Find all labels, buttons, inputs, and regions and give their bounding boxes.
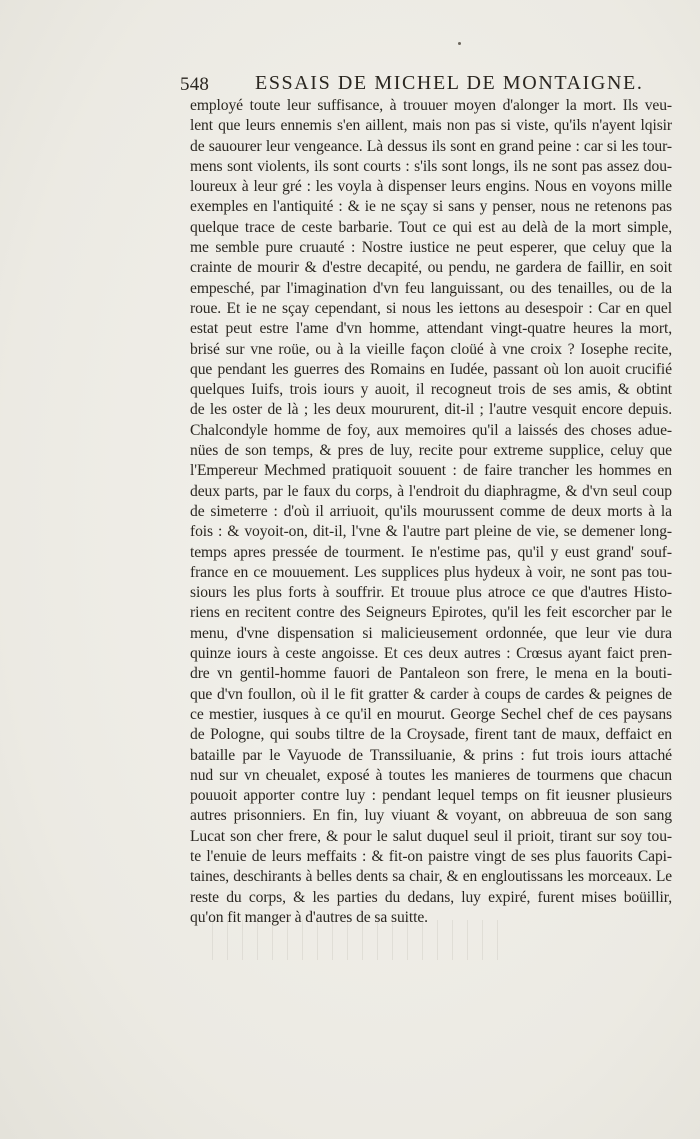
text-line: pouuoit apporter contre luy : pendant lequel temps on fit ieusner plusieurs: [190, 787, 672, 805]
text-line: quinze iours à ceste angoisse. Et ces deux autres : Crœsus ayant faict pren-: [190, 645, 672, 663]
text-line: france en ce mouuement. Les supplices plus hydeux à voir, ne sont pas tou-: [190, 563, 672, 581]
text-line: deux parts, par le faux du corps, à l'endroit du diaphragme, & d'vn seul coup: [190, 482, 672, 500]
text-line: exemples en l'antiquité : & ie ne sçay si sans y penser, nous ne retenons pas: [190, 198, 672, 216]
text-line: quelque trace de ceste barbarie. Tout ce qui est au delà de la mort simple,: [190, 218, 672, 236]
text-line: riens en recitent contre des Seigneurs Epirotes, qu'il les feit escorcher par le: [190, 604, 672, 622]
text-line: nud sur vn cheualet, exposé à toutes les manieres de tourmens que chacun: [190, 766, 672, 784]
text-line: mens sont violents, ils sont courts : s'ils sont longs, ils ne sont pas assez dou-: [190, 157, 672, 175]
text-line: menu, d'vne dispensation si malicieusement ordonnée, que leur vie dura: [190, 624, 672, 642]
text-line: Lucat son cher frere, & pour le salut duquel seul il prioit, tirant sur soy tou-: [190, 827, 672, 845]
text-line: siours les plus forts à souffrir. Et trouue plus atroce ce que d'autres Histo-: [190, 584, 672, 602]
text-line: l'Empereur Mechmed pratiquoit souuent : de faire trancher les hommes en: [190, 462, 672, 480]
text-line: que pendant les guerres des Romains en Iudée, passant où lon auoit crucifié: [190, 360, 672, 378]
text-line: de sauourer leur vengeance. Là dessus ils sont en grand peine : car si les tour-: [190, 137, 672, 155]
text-line: reste du corps, & les parties du dedans, luy expiré, furent mises boüillir,: [190, 888, 672, 906]
text-line: empesché, par l'imagination d'vn feu languissant, ou des tenailles, ou de la: [190, 279, 672, 297]
text-line: temps apres pressée de tourment. Ie n'estime pas, qu'il y eust grand' souf-: [190, 543, 672, 561]
text-line: quelques Iuifs, trois iours y auoit, il recogneut trois de ses amis, & obtint: [190, 381, 672, 399]
page-number: 548: [180, 74, 210, 95]
text-line: loureux à leur gré : les voyla à dispenser leurs engins. Nous en voyons mille: [190, 178, 672, 196]
text-line: taines, deschirants à belles dents sa chair, & en engloutissans les morceaux. Le: [190, 868, 672, 886]
body-text: [190, 96, 672, 928]
text-line: de simeterre : d'où il arriuoit, qu'ils mourussent comme de deux morts à la: [190, 502, 672, 520]
text-line: de les oster de là ; les deux moururent, dit-il ; l'autre vesquit encore depuis.: [190, 401, 672, 419]
text-line: autres prisonniers. En fin, luy viuant & voyant, on abbreuua de son sang: [190, 807, 672, 825]
text-line: ce mestier, iusques à ce qu'il en mourut. George Sechel chef de ces paysans: [190, 705, 672, 723]
text-line: roue. Et ie ne sçay cependant, si nous les iettons au desespoir : Car en quel: [190, 299, 672, 317]
text-line: fois : & voyoit-on, dit-il, l'vne & l'autre part pleine de vie, se demener long-: [190, 523, 672, 541]
text-line: crainte de mourir & d'estre decapité, ou pendu, ne gardera de faillir, en soit: [190, 259, 672, 277]
text-line: lent que leurs ennemis s'en aillent, mais non pas si viste, qu'ils n'ayent lqisir: [190, 117, 672, 135]
ink-speck: [458, 42, 461, 45]
text-line: me semble pure cruauté : Nostre iustice ne peut esperer, que celuy que la: [190, 239, 672, 257]
text-line: brisé sur vne roüe, ou à la vieille façon cloüé à vne croix ? Iosephe recite,: [190, 340, 672, 358]
text-line: bataille par le Vayuode de Transsiluanie, & prins : fut trois iours attaché: [190, 746, 672, 764]
text-line: qu'on fit manger à d'autres de sa suitte.: [190, 908, 428, 926]
text-line: dre vn gentil-homme fauori de Pantaleon son frere, le mena en la bouti-: [190, 665, 672, 683]
text-line: te l'enuie de leurs meffaits : & fit-on paistre vingt de ses plus fauorits Capi-: [190, 847, 672, 865]
text-line: employé toute leur suffisance, à trouuer moyen d'alonger la mort. Ils veu-: [190, 97, 672, 114]
text-line: Chalcondyle homme de foy, aux memoires qu'il a laissés des choses adue-: [190, 421, 672, 439]
text-line: estat peut estre l'ame d'vn homme, attendant vingt-quatre heures la mort,: [190, 320, 672, 338]
text-line: nües de son temps, & pres de luy, recite pour extreme supplice, celuy que: [190, 442, 672, 460]
running-head: ESSAIS DE MICHEL DE MONTAIGNE.: [255, 72, 644, 94]
text-line: de Pologne, qui soubs tiltre de la Croysade, firent tant de maux, deffaict en: [190, 726, 672, 744]
text-line: que d'vn foullon, où il le fit gratter & carder à coups de cardes & peignes de: [190, 685, 672, 703]
